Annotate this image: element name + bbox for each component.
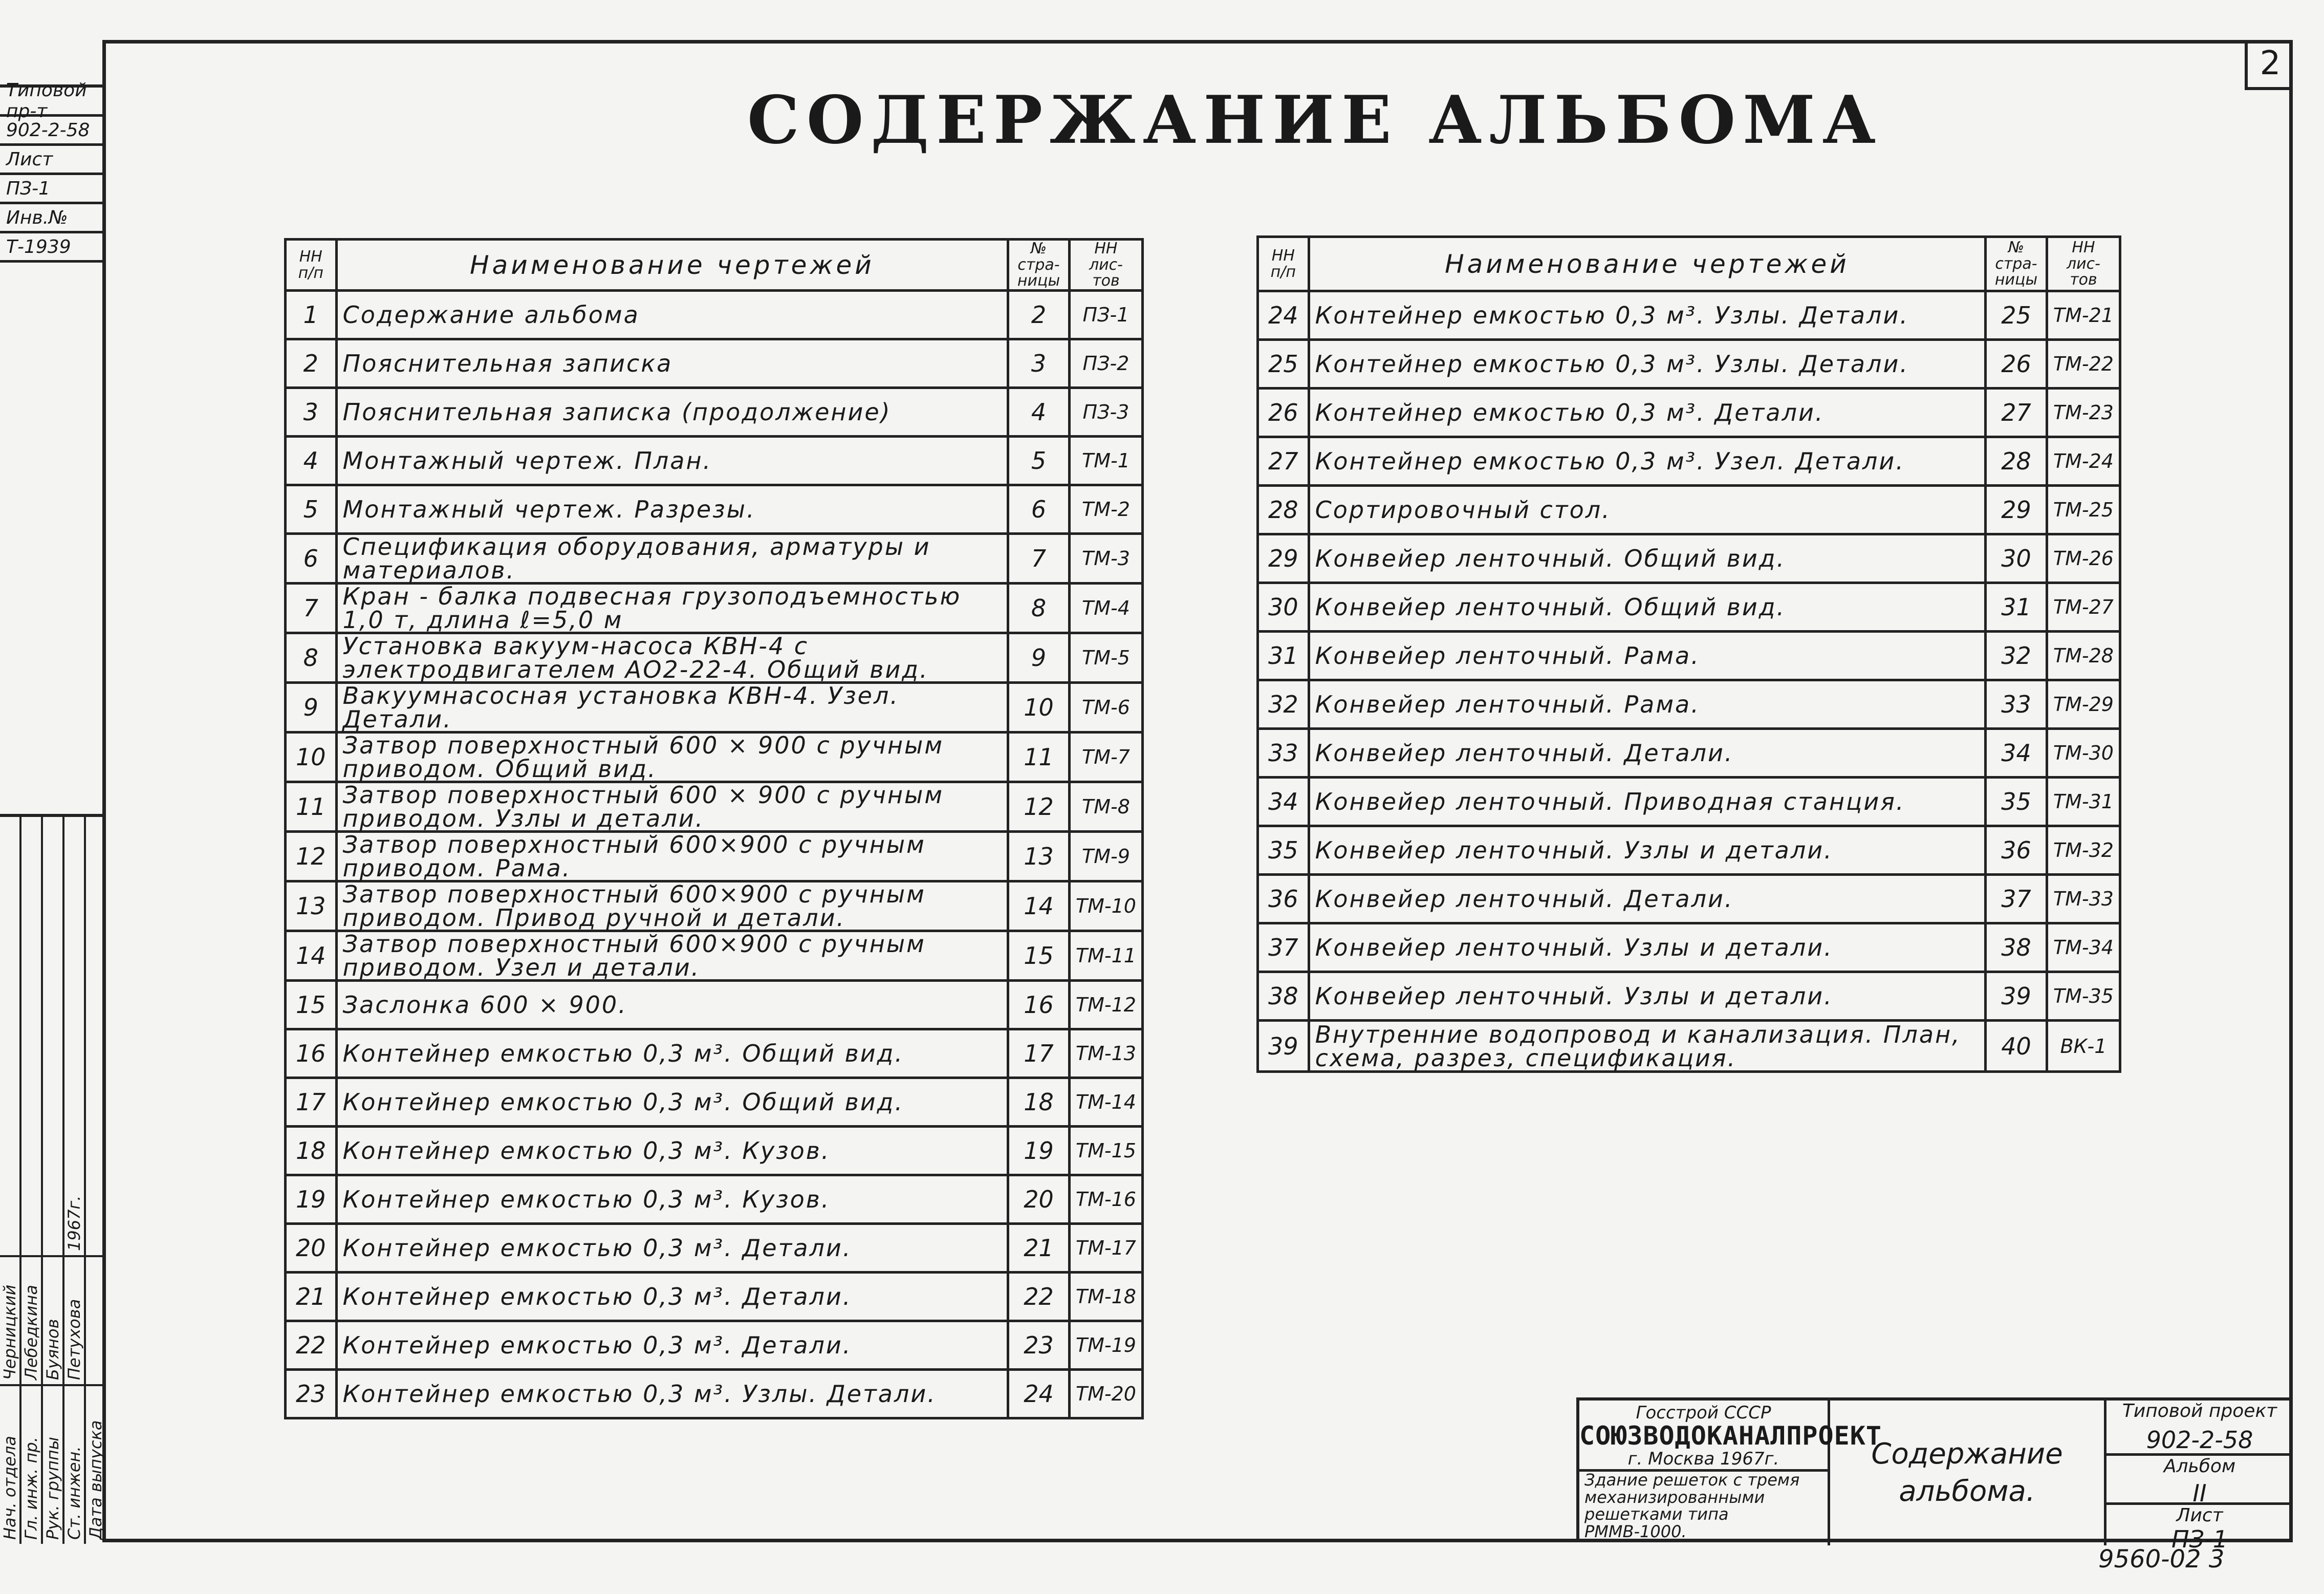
signature-name: Черницкий [0, 1255, 19, 1384]
signature-mark [0, 1149, 19, 1255]
table-row [286, 584, 1143, 633]
row-number: 26 [1258, 389, 1309, 437]
row-sheet: ТМ-6 [1069, 683, 1142, 733]
row-number: 34 [1258, 778, 1309, 826]
row-sheet: ТМ-25 [2047, 486, 2120, 534]
row-page: 11 [1008, 733, 1070, 782]
row-sheet: ТМ-14 [1069, 1078, 1142, 1127]
row-number: 33 [1258, 729, 1309, 778]
header-sheet: НН лис-тов [2047, 237, 2120, 291]
table-row [1258, 486, 2120, 534]
table-row [286, 1175, 1143, 1224]
row-number: 29 [1258, 534, 1309, 583]
row-page: 37 [1986, 875, 2047, 923]
row-sheet: ТМ-13 [1069, 1029, 1142, 1078]
row-name: Пояснительная записка [336, 339, 1008, 388]
row-number: 35 [1258, 826, 1309, 875]
row-name: Монтажный чертеж. Разрезы. [336, 485, 1008, 534]
row-name: Заслонка 600 × 900. [336, 981, 1008, 1029]
row-sheet: ТМ-35 [2047, 972, 2120, 1021]
row-page: 20 [1008, 1175, 1070, 1224]
left-stamp-line: Типовой пр-т [0, 88, 102, 117]
row-name: Затвор поверхностный 600 × 900 с ручным приводом. Общий вид. [336, 733, 1008, 782]
left-stamp-line: Лист [0, 146, 102, 175]
row-page: 22 [1008, 1273, 1070, 1321]
row-name: Контейнер емкостью 0,3 м³. Кузов. [336, 1127, 1008, 1175]
typ-project-value: 902-2-58 [2106, 1426, 2293, 1456]
table-row [1258, 778, 2120, 826]
row-sheet: ТМ-20 [1069, 1370, 1142, 1418]
row-number: 37 [1258, 923, 1309, 972]
row-number: 24 [1258, 291, 1309, 340]
row-number: 32 [1258, 680, 1309, 729]
row-page: 7 [1008, 534, 1070, 584]
title-block-codes [2106, 1401, 2293, 1553]
row-name: Контейнер емкостью 0,3 м³. Детали. [336, 1321, 1008, 1370]
row-sheet: ТМ-16 [1069, 1175, 1142, 1224]
row-number: 19 [286, 1175, 337, 1224]
table-row [1258, 680, 2120, 729]
row-number: 5 [286, 485, 337, 534]
row-sheet: ТМ-24 [2047, 437, 2120, 486]
signature-name [86, 1255, 105, 1384]
signature-mark [86, 1149, 105, 1255]
row-sheet: ТМ-1 [1069, 437, 1142, 485]
row-number: 11 [286, 782, 337, 832]
table-row [286, 832, 1143, 881]
table-row [286, 1273, 1143, 1321]
signature-name: Буянов [43, 1255, 62, 1384]
table-row [1258, 632, 2120, 680]
signature-role: Нач. отдела [0, 1384, 19, 1544]
album-value: II [2106, 1479, 2293, 1505]
table-row [286, 1224, 1143, 1273]
row-page: 32 [1986, 632, 2047, 680]
row-number: 6 [286, 534, 337, 584]
table-row [286, 1321, 1143, 1370]
row-number: 2 [286, 339, 337, 388]
row-page: 16 [1008, 981, 1070, 1029]
row-number: 9 [286, 683, 337, 733]
table-row [1258, 291, 2120, 340]
row-page: 3 [1008, 339, 1070, 388]
table-row [286, 291, 1143, 339]
row-name: Контейнер емкостью 0,3 м³. Узлы. Детали. [1309, 291, 1986, 340]
signature-name: Петухова [64, 1255, 84, 1384]
row-number: 22 [286, 1321, 337, 1370]
row-page: 30 [1986, 534, 2047, 583]
row-number: 39 [1258, 1021, 1309, 1072]
row-sheet: ТМ-21 [2047, 291, 2120, 340]
row-page: 13 [1008, 832, 1070, 881]
table-row [286, 733, 1143, 782]
sheet-number: 2 [2245, 40, 2293, 90]
row-page: 28 [1986, 437, 2047, 486]
left-stamp-line: 902-2-58 [0, 117, 102, 146]
row-name: Пояснительная записка (продолжение) [336, 388, 1008, 437]
row-sheet: ТМ-26 [2047, 534, 2120, 583]
row-page: 26 [1986, 340, 2047, 389]
row-name: Содержание альбома [336, 291, 1008, 339]
row-sheet: ТМ-2 [1069, 485, 1142, 534]
table-row [286, 1127, 1143, 1175]
row-name: Затвор поверхностный 600×900 с ручным приводом. Рама. [336, 832, 1008, 881]
row-number: 10 [286, 733, 337, 782]
row-name: Внутренние водопровод и канализация. План, схема, разрез, спецификация. [1309, 1021, 1986, 1072]
row-number: 21 [286, 1273, 337, 1321]
table-row [1258, 437, 2120, 486]
row-name: Конвейер ленточный. Узлы и детали. [1309, 826, 1986, 875]
album-label: Альбом [2163, 1456, 2236, 1477]
table-row [286, 485, 1143, 534]
row-sheet: ТМ-27 [2047, 583, 2120, 632]
row-sheet: ТМ-18 [1069, 1273, 1142, 1321]
row-number: 25 [1258, 340, 1309, 389]
table-row [286, 1078, 1143, 1127]
row-page: 4 [1008, 388, 1070, 437]
row-number: 17 [286, 1078, 337, 1127]
table-row [286, 881, 1143, 931]
row-sheet: ТМ-17 [1069, 1224, 1142, 1273]
table-row [286, 437, 1143, 485]
signature-block [0, 814, 105, 1542]
archive-code: 9560-02 3 [2098, 1545, 2225, 1574]
signature-date: 1967г. [64, 1195, 84, 1251]
org-name: СОЮЗВОДОКАНАЛПРОЕКТ [1579, 1421, 1882, 1451]
row-page: 12 [1008, 782, 1070, 832]
row-name: Конвейер ленточный. Приводная станция. [1309, 778, 1986, 826]
row-sheet: ТМ-7 [1069, 733, 1142, 782]
row-name: Сортировочный стол. [1309, 486, 1986, 534]
row-sheet: ТМ-11 [1069, 931, 1142, 981]
row-page: 31 [1986, 583, 2047, 632]
row-sheet: ТМ-5 [1069, 633, 1142, 683]
row-name: Конвейер ленточный. Общий вид. [1309, 534, 1986, 583]
row-page: 19 [1008, 1127, 1070, 1175]
project-description: Здание решеток с тремя механизированными решетками типа РММВ-1000. [1584, 1470, 1800, 1541]
table-row [286, 981, 1143, 1029]
typ-project-label: Типовой проект [2122, 1401, 2277, 1421]
row-name: Контейнер емкостью 0,3 м³. Детали. [1309, 389, 1986, 437]
signature-mark [43, 1149, 62, 1255]
header-page: № стра-ницы [1986, 237, 2047, 291]
row-page: 5 [1008, 437, 1070, 485]
row-name: Конвейер ленточный. Рама. [1309, 680, 1986, 729]
signature-role: Дата выпуска [86, 1384, 105, 1544]
table-row [1258, 923, 2120, 972]
header-sheet: НН лис-тов [1069, 240, 1142, 291]
table-row [286, 388, 1143, 437]
row-page: 18 [1008, 1078, 1070, 1127]
row-name: Кран - балка подвесная грузоподъемностью 1,0 т, длина ℓ=5,0 м [336, 584, 1008, 633]
row-page: 24 [1008, 1370, 1070, 1418]
row-sheet: ТМ-8 [1069, 782, 1142, 832]
table-row [1258, 1021, 2120, 1072]
row-page: 40 [1986, 1021, 2047, 1072]
row-number: 4 [286, 437, 337, 485]
signature-role: Ст. инжен. [64, 1384, 84, 1544]
row-name: Затвор поверхностный 600×900 с ручным приводом. Привод ручной и детали. [336, 881, 1008, 931]
row-sheet: ТМ-29 [2047, 680, 2120, 729]
table-row [1258, 389, 2120, 437]
row-name: Контейнер емкостью 0,3 м³. Детали. [336, 1273, 1008, 1321]
row-number: 31 [1258, 632, 1309, 680]
row-page: 9 [1008, 633, 1070, 683]
table-row [1258, 729, 2120, 778]
row-name: Затвор поверхностный 600×900 с ручным приводом. Узел и детали. [336, 931, 1008, 981]
table-row [286, 931, 1143, 981]
row-page: 10 [1008, 683, 1070, 733]
row-number: 30 [1258, 583, 1309, 632]
table-row [286, 683, 1143, 733]
row-page: 25 [1986, 291, 2047, 340]
table-row [1258, 972, 2120, 1021]
row-name: Контейнер емкостью 0,3 м³. Детали. [336, 1224, 1008, 1273]
row-number: 13 [286, 881, 337, 931]
left-stamp-line: ПЗ-1 [0, 175, 102, 204]
row-page: 33 [1986, 680, 2047, 729]
row-sheet: ПЗ-3 [1069, 388, 1142, 437]
signature-mark [21, 1149, 41, 1255]
header-num: НН п/п [286, 240, 337, 291]
row-number: 1 [286, 291, 337, 339]
table-row [1258, 875, 2120, 923]
row-name: Затвор поверхностный 600 × 900 с ручным приводом. Узлы и детали. [336, 782, 1008, 832]
row-sheet: ТМ-22 [2047, 340, 2120, 389]
row-sheet: ВК-1 [2047, 1021, 2120, 1072]
row-number: 14 [286, 931, 337, 981]
left-stamp-line: Т-1939 [0, 233, 102, 263]
row-number: 7 [286, 584, 337, 633]
table-row [286, 339, 1143, 388]
sheet-label: Лист [2176, 1505, 2223, 1526]
row-number: 28 [1258, 486, 1309, 534]
row-sheet: ПЗ-2 [1069, 339, 1142, 388]
row-sheet: ТМ-12 [1069, 981, 1142, 1029]
row-number: 38 [1258, 972, 1309, 1021]
row-page: 39 [1986, 972, 2047, 1021]
row-page: 8 [1008, 584, 1070, 633]
row-sheet: ТМ-9 [1069, 832, 1142, 881]
row-name: Контейнер емкостью 0,3 м³. Общий вид. [336, 1078, 1008, 1127]
row-name: Вакуумнасосная установка КВН-4. Узел. Детали. [336, 683, 1008, 733]
header-num: НН п/п [1258, 237, 1309, 291]
table-row [1258, 340, 2120, 389]
row-sheet: ТМ-23 [2047, 389, 2120, 437]
row-page: 2 [1008, 291, 1070, 339]
toc-table-right [1256, 235, 2121, 1073]
signature-role: Рук. группы [43, 1384, 62, 1544]
row-page: 29 [1986, 486, 2047, 534]
row-number: 15 [286, 981, 337, 1029]
row-number: 12 [286, 832, 337, 881]
row-sheet: ТМ-3 [1069, 534, 1142, 584]
left-stamp-line: Инв.№ [0, 204, 102, 233]
table-row [1258, 826, 2120, 875]
row-page: 35 [1986, 778, 2047, 826]
row-page: 15 [1008, 931, 1070, 981]
org-city-year: г. Москва 1967г. [1579, 1449, 1828, 1472]
row-name: Конвейер ленточный. Детали. [1309, 729, 1986, 778]
row-number: 8 [286, 633, 337, 683]
row-sheet: ТМ-19 [1069, 1321, 1142, 1370]
row-page: 38 [1986, 923, 2047, 972]
row-page: 21 [1008, 1224, 1070, 1273]
row-sheet: ТМ-30 [2047, 729, 2120, 778]
row-page: 14 [1008, 881, 1070, 931]
title-block [1576, 1397, 2293, 1553]
row-page: 6 [1008, 485, 1070, 534]
row-sheet: ТМ-4 [1069, 584, 1142, 633]
header-name: Наименование чертежей [1309, 237, 1986, 291]
row-name: Установка вакуум-насоса КВН-4 с электродвигателем АО2-22-4. Общий вид. [336, 633, 1008, 683]
table-row [286, 1029, 1143, 1078]
title-block-sheet-title: Содержание альбома. [1830, 1401, 2106, 1545]
sheet-value: ПЗ-1 [2171, 1525, 2228, 1553]
row-sheet: ТМ-10 [1069, 881, 1142, 931]
row-page: 17 [1008, 1029, 1070, 1078]
row-name: Конвейер ленточный. Узлы и детали. [1309, 972, 1986, 1021]
row-number: 16 [286, 1029, 337, 1078]
row-sheet: ТМ-32 [2047, 826, 2120, 875]
row-sheet: ПЗ-1 [1069, 291, 1142, 339]
row-name: Контейнер емкостью 0,3 м³. Общий вид. [336, 1029, 1008, 1078]
table-row [1258, 583, 2120, 632]
row-name: Конвейер ленточный. Узлы и детали. [1309, 923, 1986, 972]
row-page: 34 [1986, 729, 2047, 778]
row-page: 23 [1008, 1321, 1070, 1370]
row-number: 36 [1258, 875, 1309, 923]
row-number: 27 [1258, 437, 1309, 486]
row-page: 27 [1986, 389, 2047, 437]
row-page: 36 [1986, 826, 2047, 875]
header-page: № стра-ницы [1008, 240, 1070, 291]
table-row [286, 1370, 1143, 1418]
row-name: Конвейер ленточный. Рама. [1309, 632, 1986, 680]
org-ministry: Госстрой СССР [1636, 1403, 1771, 1423]
row-sheet: ТМ-31 [2047, 778, 2120, 826]
row-name: Монтажный чертеж. План. [336, 437, 1008, 485]
signature-role: Гл. инж. пр. [21, 1384, 41, 1544]
toc-table-left [284, 238, 1144, 1419]
row-sheet: ТМ-33 [2047, 875, 2120, 923]
row-number: 18 [286, 1127, 337, 1175]
row-name: Контейнер емкостью 0,3 м³. Узлы. Детали. [1309, 340, 1986, 389]
header-name: Наименование чертежей [336, 240, 1008, 291]
row-sheet: ТМ-34 [2047, 923, 2120, 972]
title-block-organization [1579, 1401, 1882, 1545]
table-row [286, 782, 1143, 832]
row-name: Конвейер ленточный. Детали. [1309, 875, 1986, 923]
row-name: Конвейер ленточный. Общий вид. [1309, 583, 1986, 632]
row-name: Контейнер емкостью 0,3 м³. Кузов. [336, 1175, 1008, 1224]
row-number: 20 [286, 1224, 337, 1273]
row-sheet: ТМ-15 [1069, 1127, 1142, 1175]
page-title: СОДЕРЖАНИЕ АЛЬБОМА [747, 82, 1883, 159]
table-row [286, 633, 1143, 683]
row-number: 23 [286, 1370, 337, 1418]
signature-name: Лебедкина [21, 1255, 41, 1384]
table-row [286, 534, 1143, 584]
left-stamp [0, 80, 102, 263]
row-name: Спецификация оборудования, арматуры и материалов. [336, 534, 1008, 584]
row-sheet: ТМ-28 [2047, 632, 2120, 680]
row-name: Контейнер емкостью 0,3 м³. Узел. Детали. [1309, 437, 1986, 486]
row-number: 3 [286, 388, 337, 437]
table-row [1258, 534, 2120, 583]
row-name: Контейнер емкостью 0,3 м³. Узлы. Детали. [336, 1370, 1008, 1418]
